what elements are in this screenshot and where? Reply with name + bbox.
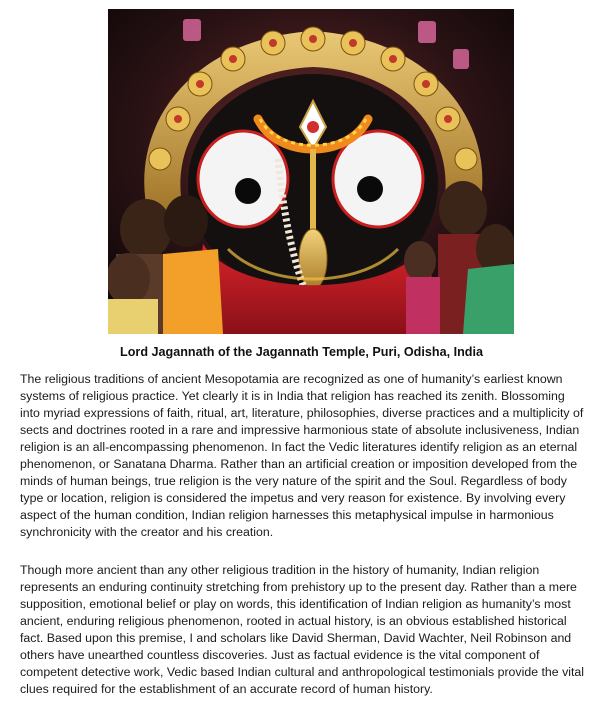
photo-illustration xyxy=(108,9,514,334)
figure-caption: Lord Jagannath of the Jagannath Temple, Puri, Odisha, India xyxy=(120,345,483,359)
body-paragraph-2: Though more ancient than any other religious tradition in the history of humanity, Indian religion represents an enduring continuity stretching from prehistory up to the present day. Rather than a mere supposition, emotional belief or play on words, this identification of Indian religion as humanity’s most ancient, enduring religious phenomenon, rooted in actual history, is an obvious established historical fact. Based upon this premise, I and scholars like David Sherman, David Wachter, Neil Robinson and others have unearthed countless discoveries. Just as factual evidence is the vital component of competent detective work, Vedic based Indian cultural and anthropological testimonials provide the vital clues required for the establishment of an accurate record of human history. xyxy=(20,563,585,697)
jagannath-deity-photo xyxy=(108,9,514,334)
body-paragraph-1: The religious traditions of ancient Mesopotamia are recognized as one of humanity’s earliest known systems of religious practice. Yet clearly it is in India that religion has reached its zenith. Blossoming into myriad expressions of faith, ritual, art, literature, philosophies, diverse practices and a multiplicity of sects and doctrines rooted in a rare and impressive harmonious state of absolute inclusiveness, Indian religion is an all-encompassing phenomenon. In fact the Vedic literatures identify religion as an eternal phenomenon, or Sanatana Dharma. Rather than an artificial creation or imposition developed from the minds of human beings, true religion is the very nature of the spirit and the Soul. Regardless of body type or location, religion is considered the impetus and very reason for existence. By involving every aspect of the human condition, Indian religion harnesses this metaphysical impulse in harmonious synchronicity with the creator and his creation. xyxy=(20,372,584,540)
priests-left xyxy=(108,195,223,334)
